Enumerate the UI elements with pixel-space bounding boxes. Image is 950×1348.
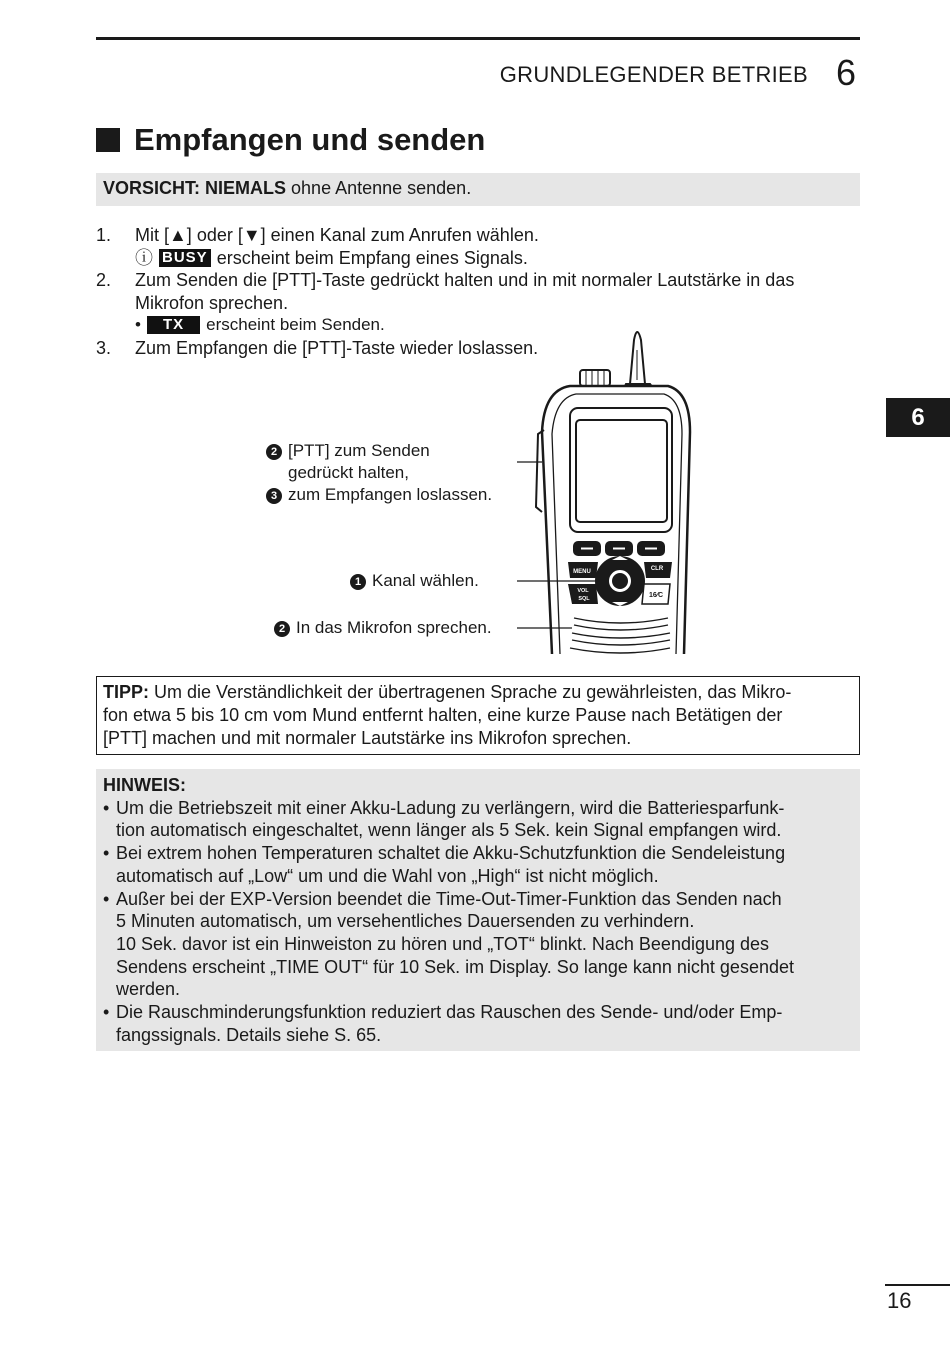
dpad-icon <box>595 556 645 606</box>
note-label: HINWEIS: <box>103 775 186 795</box>
note-bullet: • Um die Betriebszeit mit einer Akku-Ladung zu verlängern, wird die Batteriesparfunk- tion automatisch eingeschaltet, wenn länger als 5 Sek. kein Signal empfangen wird. <box>103 797 785 841</box>
step-1 <box>96 224 856 247</box>
svg-text:MENU: MENU <box>573 569 591 575</box>
knob-icon <box>580 370 610 386</box>
step-text: Mikrofon sprechen. <box>135 292 289 313</box>
antenna-icon <box>622 332 656 392</box>
step-1-note <box>135 247 856 270</box>
step-number: 1. <box>96 225 112 245</box>
busy-indicator-badge: BUSY <box>159 249 211 267</box>
svg-text:VOL: VOL <box>577 588 589 594</box>
callout-ptt <box>266 440 492 506</box>
chapter-side-tab: 6 <box>886 398 950 437</box>
callout-mic <box>274 617 492 639</box>
clr-key <box>644 562 672 578</box>
chapter-title: GRUNDLEGENDER BETRIEB <box>499 62 808 87</box>
chapter-number: 6 <box>836 52 857 93</box>
note-bullet: • Außer bei der EXP-Version beendet die Time-Out-Timer-Funktion das Senden nach 5 Minuten automatisch, um versehentliches Dauersenden zu verhindern. 10 Sek. davor ist ein Hinweiston zu hören und „TOT“ blinkt. Nach Beendigung des Sendens erscheint „TIME OUT“ für 10 Sek. im Display. So lange kann nicht gesendet werden. <box>103 888 794 1000</box>
section-heading <box>96 122 485 158</box>
step-note-text: erscheint beim Senden. <box>206 315 385 334</box>
callout-text: Kanal wählen. <box>372 571 479 590</box>
svg-text:SQL: SQL <box>578 596 590 602</box>
tip-text: Um die Verständlichkeit der übertragenen Sprache zu gewährleisten, das Mikro- <box>154 682 792 702</box>
svg-text:16⁄C: 16⁄C <box>648 592 664 599</box>
tip-text: [PTT] machen und mit normaler Lautstärke ins Mikrofon sprechen. <box>103 728 632 748</box>
step-number: 3. <box>96 337 112 358</box>
step-2-note <box>135 314 856 337</box>
radio-illustration <box>500 322 700 654</box>
step-text: Mit [▲] oder [▼] einen Kanal zum Anrufen wählen. <box>135 225 539 245</box>
top-rule <box>96 37 860 40</box>
step-2 <box>96 269 856 314</box>
note-bullet: • Die Rauschminderungsfunktion reduziert das Rauschen des Sende- und/oder Emp- fangssignals. Details siehe S. 65. <box>103 1002 783 1045</box>
step-note-text: erscheint beim Empfang eines Signals. <box>216 247 528 268</box>
step-number: 2. <box>96 270 112 290</box>
note-bullet: • Bei extrem hohen Temperaturen schaltet die Akku-Schutzfunktion die Sendeleistung automatisch auf „Low“ um und die Wahl von „High“ ist nicht möglich. <box>103 843 786 886</box>
steps-list <box>96 224 856 359</box>
soft-keys <box>573 541 665 556</box>
step-3 <box>96 337 856 360</box>
caution-label: VORSICHT: NIEMALS <box>103 178 287 198</box>
page-number: 16 <box>887 1288 912 1313</box>
callout-text: [PTT] zum Senden <box>288 441 430 460</box>
step-text: Zum Empfangen die [PTT]-Taste wieder loslassen. <box>135 337 539 358</box>
tip-box <box>96 676 860 755</box>
step-number-badge: 2 <box>274 621 290 637</box>
section-title: Empfangen und senden <box>134 122 486 157</box>
menu-key <box>568 562 598 578</box>
info-icon: ⓘ <box>135 247 153 268</box>
step-number-badge: 2 <box>266 444 282 460</box>
tip-text: fon etwa 5 bis 10 cm vom Mund entfernt halten, eine kurze Pause nach Betätigen der <box>103 705 783 725</box>
display-screen <box>576 420 667 522</box>
footer-rule <box>885 1284 950 1286</box>
channel-16-key <box>642 584 670 604</box>
step-text: Zum Senden die [PTT]-Taste gedrückt halten und in mit normaler Lautstärke in das <box>135 270 795 290</box>
square-bullet-icon <box>96 128 120 152</box>
svg-text:CLR: CLR <box>650 566 664 572</box>
callout-channel <box>350 570 479 592</box>
step-number-badge: 1 <box>350 574 366 590</box>
note-box <box>96 769 860 1051</box>
vol-sql-key <box>568 584 598 604</box>
callout-text: zum Empfangen loslassen. <box>288 485 493 504</box>
bullet-icon: • <box>135 315 141 334</box>
step-number-badge: 3 <box>266 488 282 504</box>
callout-text: In das Mikrofon sprechen. <box>296 618 492 637</box>
caution-text: ohne Antenne senden. <box>291 178 472 198</box>
callout-text: gedrückt halten, <box>288 463 409 482</box>
tip-label: TIPP: <box>103 682 150 702</box>
tx-indicator-badge: TX <box>147 316 200 334</box>
caution-box <box>96 173 860 206</box>
